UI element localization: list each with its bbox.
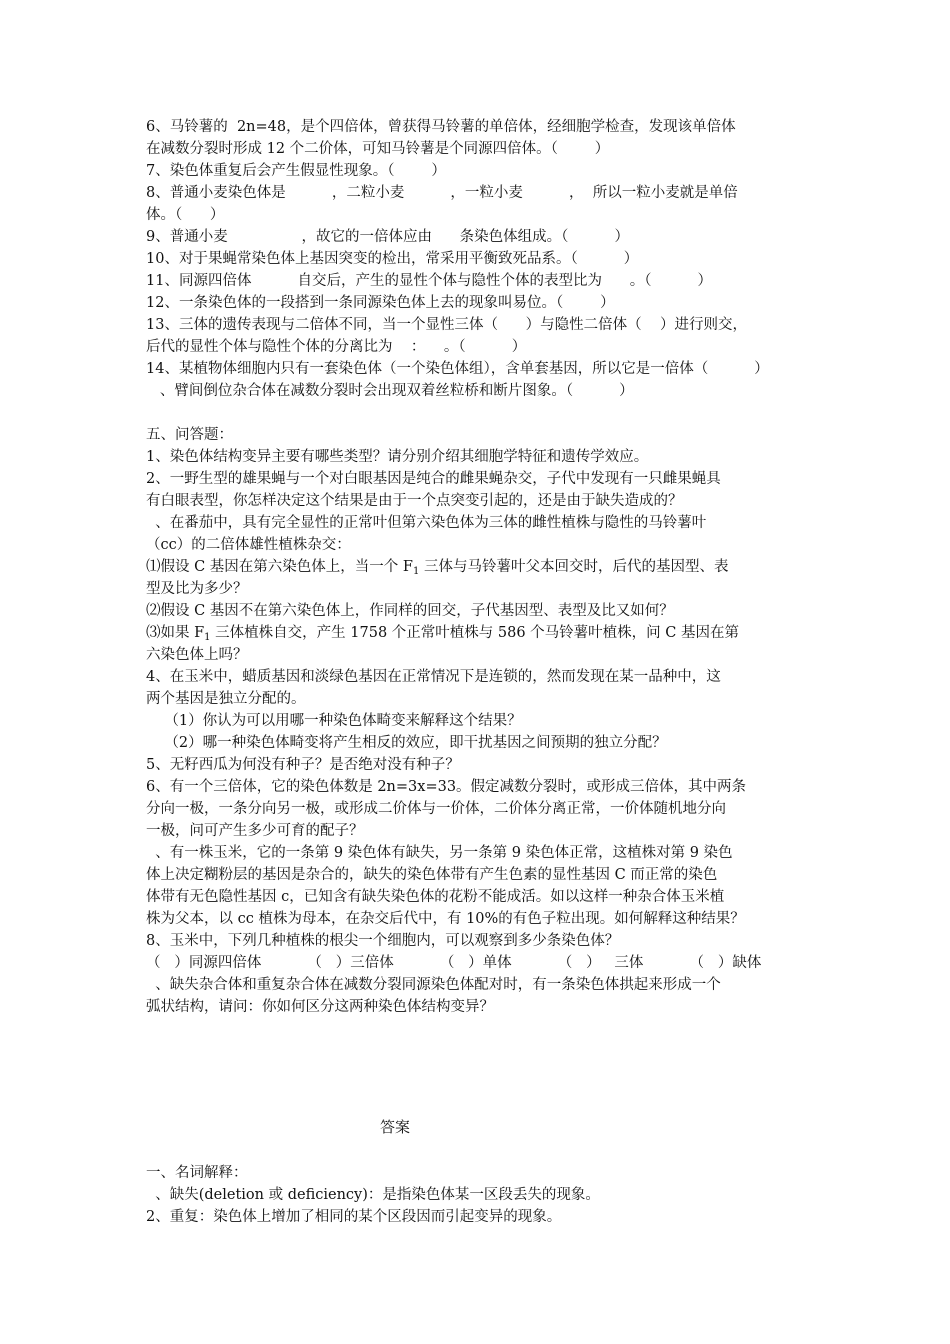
tf-line: 6、马铃薯的 2n=48，是个四倍体，曾获得马铃薯的单倍体，经细胞学检查，发现该单倍体 — [146, 119, 736, 135]
qa-line: 弧状结构，请问：你如何区分这两种染色体结构变异？ — [146, 999, 494, 1015]
qa-line: 6、有一个三倍体，它的染色体数是 2n=3x=33。假定减数分裂时，或形成三倍体，其中两条 — [146, 779, 747, 795]
qa-line: 、有一株玉米，它的一条第 9 染色体有缺失，另一条第 9 染色体正常，这植株对第 9 染色 — [146, 845, 733, 861]
qa-line: 8、玉米中，下列几种植株的根尖一个细胞内，可以观察到多少条染色体？ — [146, 933, 620, 949]
qa-line: 分向一极，一条分向另一极，或形成二价体与一价体，二价体分离正常，一价体随机地分向 — [146, 801, 726, 817]
qa-line: 、在番茄中，具有完全显性的正常叶但第六染色体为三体的雌性植株与隐性的马铃薯叶 — [146, 515, 707, 531]
qa-line: 1、染色体结构变异主要有哪些类型？请分别介绍其细胞学特征和遗传学效应。 — [146, 449, 649, 465]
qa-line: （ ）同源四倍体 （ ）三倍体 （ ）单体 （ ） 三体 （ ）缺体 — [146, 955, 762, 971]
qa-line: 5、无籽西瓜为何没有种子？是否绝对没有种子？ — [146, 757, 460, 773]
qa-line: 、缺失杂合体和重复杂合体在减数分裂同源染色体配对时，有一条染色体拱起来形成一个 — [146, 977, 721, 993]
qa-line: 一极，问可产生多少可育的配子？ — [146, 823, 364, 839]
qa-line: （2）哪一种染色体畸变将产生相反的效应，即干扰基因之间预期的独立分配？ — [146, 735, 667, 751]
answer-line: 2、重复：染色体上增加了相同的某个区段因而引起变异的现象。 — [146, 1209, 562, 1225]
answer-line: 、缺失(deletion 或 deficiency)：是指染色体某一区段丢失的现象。 — [146, 1187, 600, 1203]
answer-title: 答案 — [380, 1118, 411, 1136]
tf-line: 、臂间倒位杂合体在减数分裂时会出现双着丝粒桥和断片图象。（ ） — [146, 383, 634, 399]
qa-line: （cc）的二倍体雄性植株杂交： — [146, 537, 351, 553]
tf-line: 10、对于果蝇常染色体上基因突变的检出，常采用平衡致死品系。（ ） — [146, 251, 639, 267]
qa-line: （1）你认为可以用哪一种染色体畸变来解释这个结果？ — [146, 713, 522, 729]
qa-line: 4、在玉米中，蜡质基因和淡绿色基因在正常情况下是连锁的，然而发现在某一品种中，这 — [146, 669, 721, 685]
tf-line: 13、三体的遗传表现与二倍体不同，当一个显性三体（ ）与隐性二倍体（ ）进行则交， — [146, 317, 748, 333]
qa-line: 有白眼表型，你怎样决定这个结果是由于一个点突变引起的，还是由于缺失造成的？ — [146, 493, 683, 509]
qa-line: ⑴假设 C 基因在第六染色体上，当一个 $F_1$ 三体与马铃薯叶父本回交时，后代的基因型、表 — [146, 559, 729, 577]
qa-line: 体带有无色隐性基因 c，已知含有缺失染色体的花粉不能成活。如以这样一种杂合体玉米植 — [146, 889, 725, 905]
subscript: 1 — [204, 632, 211, 643]
tf-line: 14、某植物体细胞内只有一套染色体（一个染色体组），含单套基因，所以它是一倍体（ ） — [146, 361, 769, 377]
tf-line: 在减数分裂时形成 12 个二价体，可知马铃薯是个同源四倍体。（ ） — [146, 141, 610, 157]
tf-line: 7、染色体重复后会产生假显性现象。（ ） — [146, 163, 446, 179]
tf-line: 8、普通小麦染色体是 ，二粒小麦 ，一粒小麦 ， 所以一粒小麦就是单倍 — [146, 185, 738, 201]
tf-line: 体。（ ） — [146, 207, 225, 223]
subscript: 1 — [412, 566, 420, 577]
tf-line: 11、同源四倍体 自交后，产生的显性个体与隐性个体的表型比为 。（ ） — [146, 273, 713, 289]
answer-line: 一、名词解释： — [146, 1165, 248, 1181]
qa-line: 株为父本，以 cc 植株为母本，在杂交后代中，有 10%的有色子粒出现。如何解释这种结果？ — [146, 911, 745, 927]
qa-line: 2、一野生型的雄果蝇与一个对白眼基因是纯合的雌果蝇杂交，子代中发现有一只雌果蝇具 — [146, 471, 721, 487]
tf-line: 12、一条染色体的一段搭到一条同源染色体上去的现象叫易位。（ ） — [146, 295, 615, 311]
qa-line: 两个基因是独立分配的。 — [146, 691, 306, 707]
tf-line: 后代的显性个体与隐性个体的分离比为 ： 。（ ） — [146, 339, 527, 355]
qa-line: ⑶如果 $F_1$ 三体植株自交，产生 1758 个正常叶植株与 586 个马铃薯叶植株，问 C 基因在第 — [146, 625, 739, 643]
tf-line: 9、普通小麦 ，故它的一倍体应由 条染色体组成。（ ） — [146, 229, 629, 245]
qa-line: ⑵假设 C 基因不在第六染色体上，作同样的回交，子代基因型、表型及比又如何？ — [146, 603, 674, 619]
qa-line: 六染色体上吗？ — [146, 647, 248, 663]
qa-line: 体上决定糊粉层的基因是杂合的，缺失的染色体带有产生色素的显性基因 C 而正常的染色 — [146, 867, 718, 883]
qa-line: 型及比为多少？ — [146, 581, 248, 597]
section-heading: 五、问答题： — [146, 427, 233, 443]
